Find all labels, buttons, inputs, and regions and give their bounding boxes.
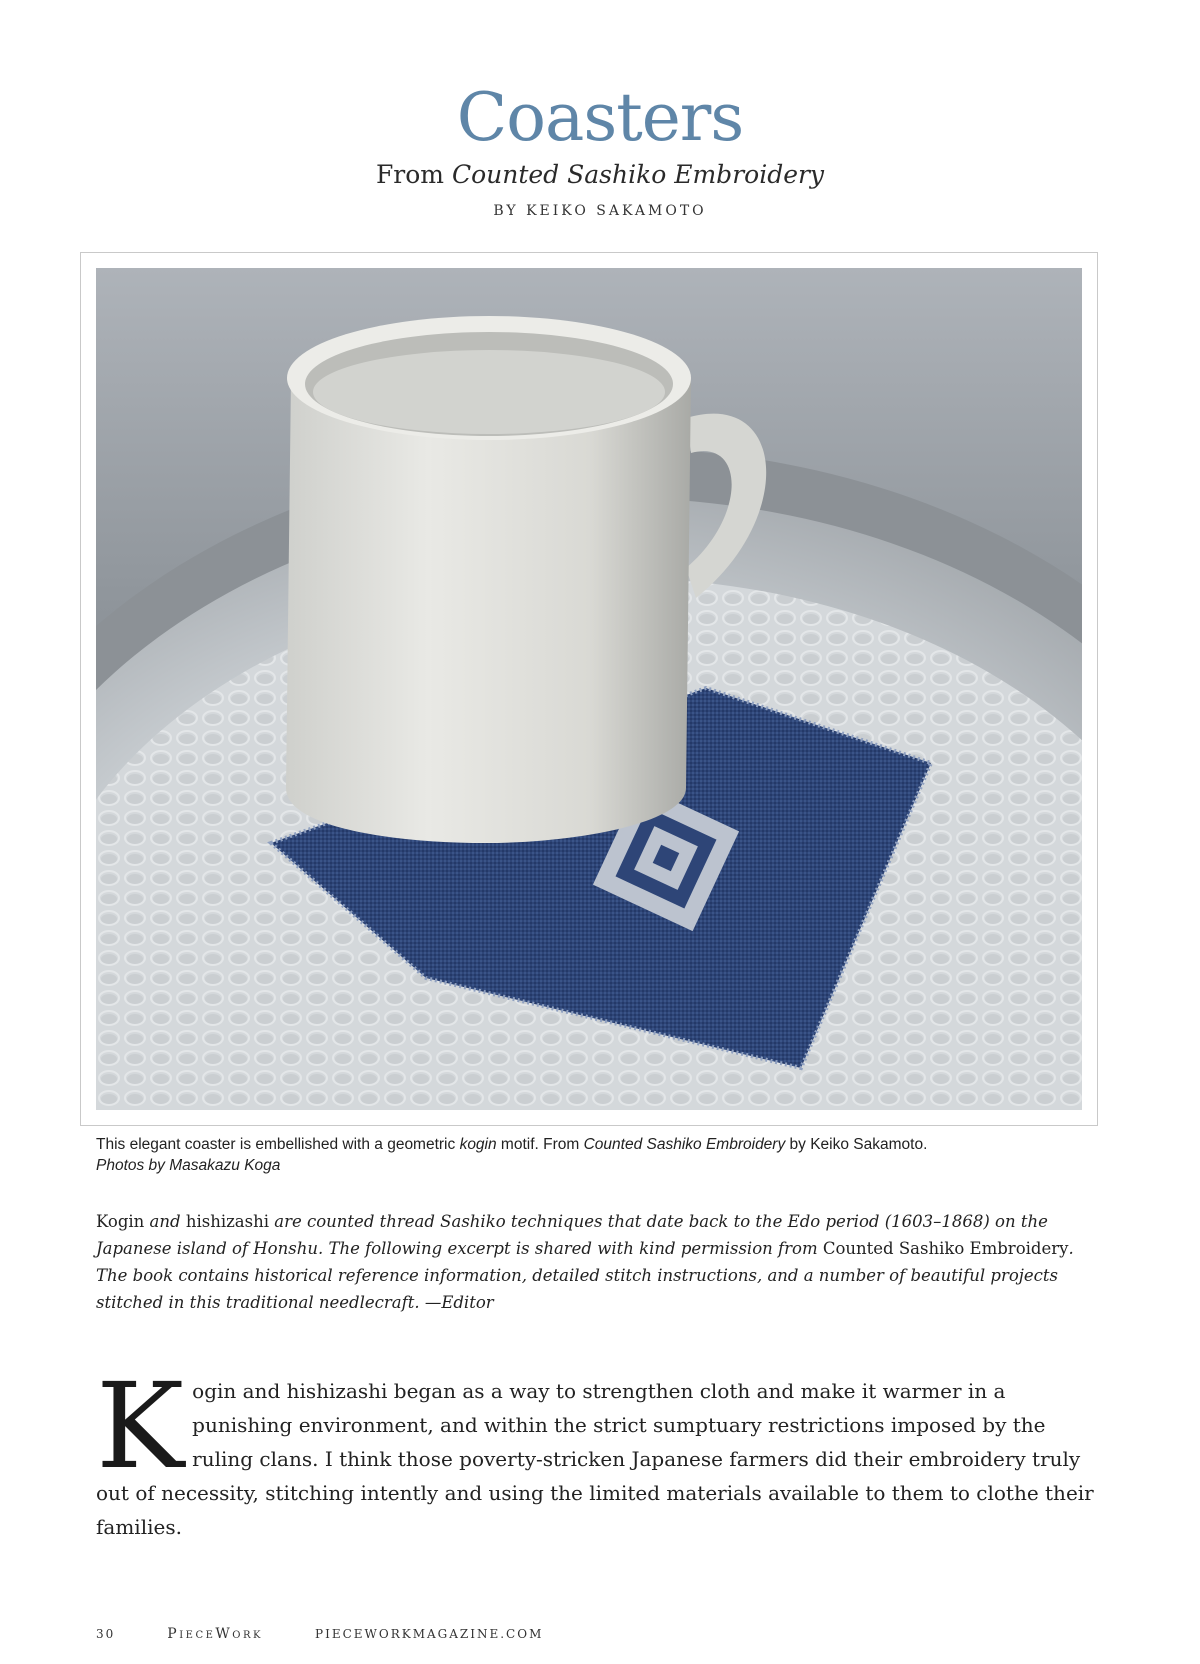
caption-text-1: This elegant coaster is embellished with a geometric [96, 1136, 460, 1153]
page-number: 30 [96, 1627, 116, 1641]
page-footer [96, 1626, 1096, 1642]
mug-on-coaster-photo [96, 268, 1082, 1110]
editor-intro [96, 1208, 1096, 1316]
photo-credit: Photos by Masakazu Koga [96, 1157, 281, 1174]
page-title: Coasters [456, 79, 744, 156]
caption-book-title: Counted Sashiko Embroidery [583, 1136, 786, 1153]
caption-text-2: motif. From [496, 1136, 584, 1153]
article-body [96, 1357, 1096, 1544]
subtitle-book-title: Counted Sashiko Embroidery [451, 160, 825, 189]
intro-text-3: . The book contains historical reference information, detailed stitch instructions, and a number of beautiful projects stitched in this traditional needlecraft. —Editor [96, 1239, 1074, 1312]
drop-cap: K [96, 1357, 185, 1495]
intro-text-2: are counted thread Sashiko techniques that date back to the Edo period (1603–1868) on the Japanese island of Honshu. The following excerpt is shared with kind permission from [96, 1212, 1048, 1258]
magazine-name: PieceWork [167, 1626, 263, 1642]
caption-text-3: by Keiko Sakamoto. [785, 1136, 928, 1153]
subtitle [0, 158, 1200, 192]
website-url: PIECEWORKMAGAZINE.COM [315, 1627, 544, 1641]
photo-frame [80, 252, 1098, 1126]
intro-book-title: Counted Sashiko Embroidery [822, 1239, 1069, 1258]
byline: BY KEIKO SAKAMOTO [493, 203, 707, 219]
caption-term: kogin [459, 1136, 497, 1153]
subtitle-prefix: From [375, 160, 452, 189]
intro-kogin: Kogin [96, 1212, 145, 1231]
intro-text-1: and [144, 1212, 186, 1231]
body-paragraph: ogin and hishizashi began as a way to strengthen cloth and make it warmer in a punishing environment, and within the strict sumptuary restrictions imposed by the ruling clans. I think those poverty-stricken Japanese farmers did their embroidery truly out of necessity, stitching intently and using the limited materials available to them to clothe their families. [96, 1379, 1094, 1539]
intro-hishizashi: hishizashi [185, 1212, 270, 1231]
photo-caption [96, 1134, 1096, 1176]
